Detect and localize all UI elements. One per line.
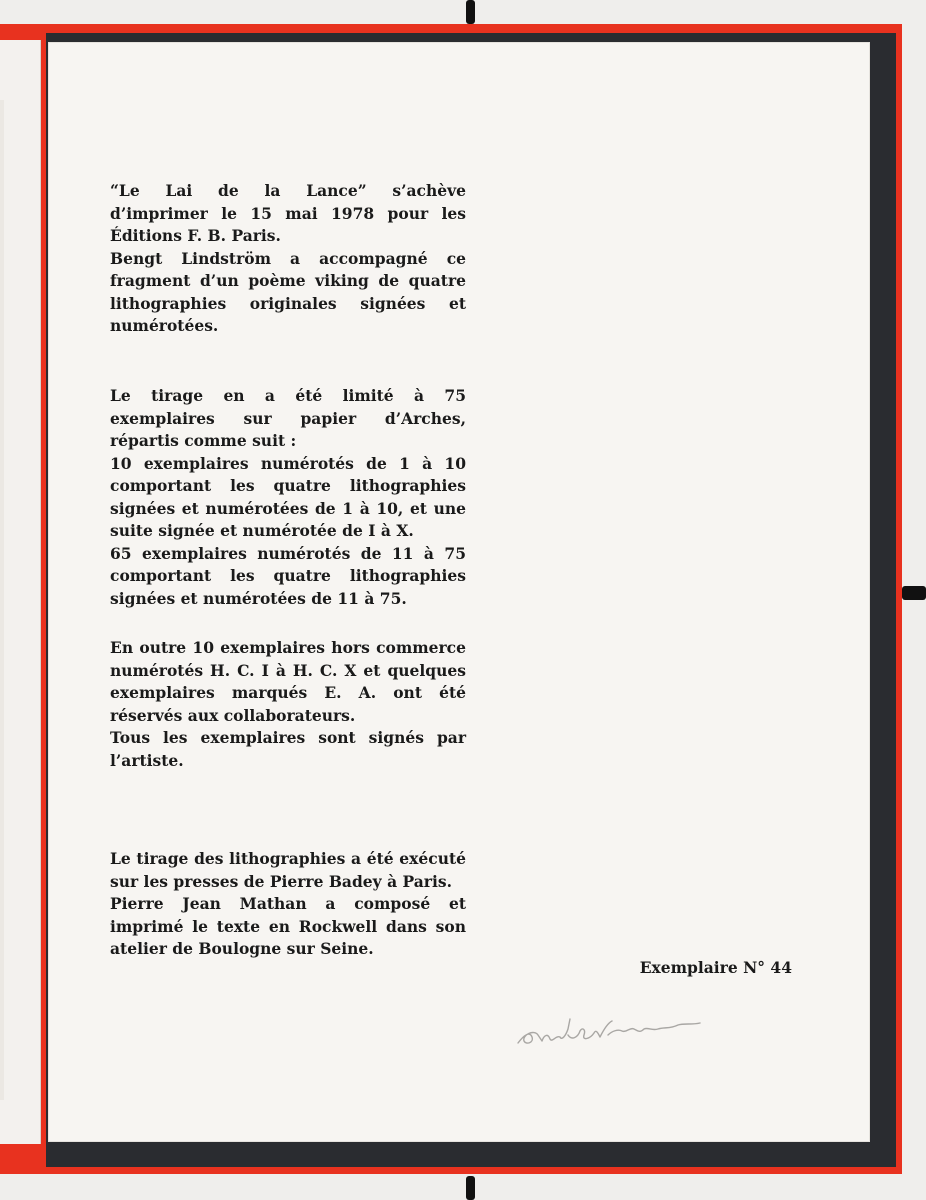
left-page-shadow	[0, 100, 4, 1100]
colophon-paragraph: Le tirage en a été limité à 75 exemplaires sur papier d’Arches, répartis comme suit :	[110, 386, 466, 450]
colophon-paragraph: 10 exemplaires numérotés de 1 à 10 comportant les quatre lithographies signées et numérotées de 1 à 10, et une suite signée et numérotée de I à X.	[110, 453, 466, 540]
colophon-block-3	[110, 637, 466, 772]
bottom-tie-ribbon	[466, 1176, 475, 1200]
left-page-edge	[0, 40, 41, 1144]
colophon-paragraph: “Le Lai de la Lance” s’achève d’imprimer le 15 mai 1978 pour les Éditions F. B. Paris.	[110, 181, 466, 245]
side-tie-ribbon	[902, 586, 926, 600]
artist-signature	[512, 1005, 712, 1055]
colophon-paragraph: Bengt Lindström a accompagné ce fragment d’un poème viking de quatre lithographies originales signées et numérotées.	[110, 248, 466, 335]
signature-stroke	[518, 1019, 700, 1043]
colophon-block-4	[110, 848, 466, 961]
colophon-paragraph: En outre 10 exemplaires hors commerce numérotés H. C. I à H. C. X et quelques exemplaires marqués E. A. ont été réservés aux collaborateurs.	[110, 638, 466, 725]
copy-number: Exemplaire N° 44	[639, 958, 792, 977]
colophon-paragraph: 65 exemplaires numérotés de 11 à 75 comportant les quatre lithographies signées et numérotées de 11 à 75.	[110, 543, 466, 608]
colophon-block-1	[110, 180, 466, 338]
colophon-paragraph: Pierre Jean Mathan a composé et imprimé le texte en Rockwell dans son atelier de Boulogne sur Seine.	[110, 894, 466, 958]
colophon-block-2	[110, 385, 466, 610]
top-tie-ribbon	[466, 0, 475, 24]
colophon-paragraph: Tous les exemplaires sont signés par l’artiste.	[110, 728, 466, 770]
colophon-paragraph: Le tirage des lithographies a été exécuté sur les presses de Pierre Badey à Paris.	[110, 849, 466, 891]
